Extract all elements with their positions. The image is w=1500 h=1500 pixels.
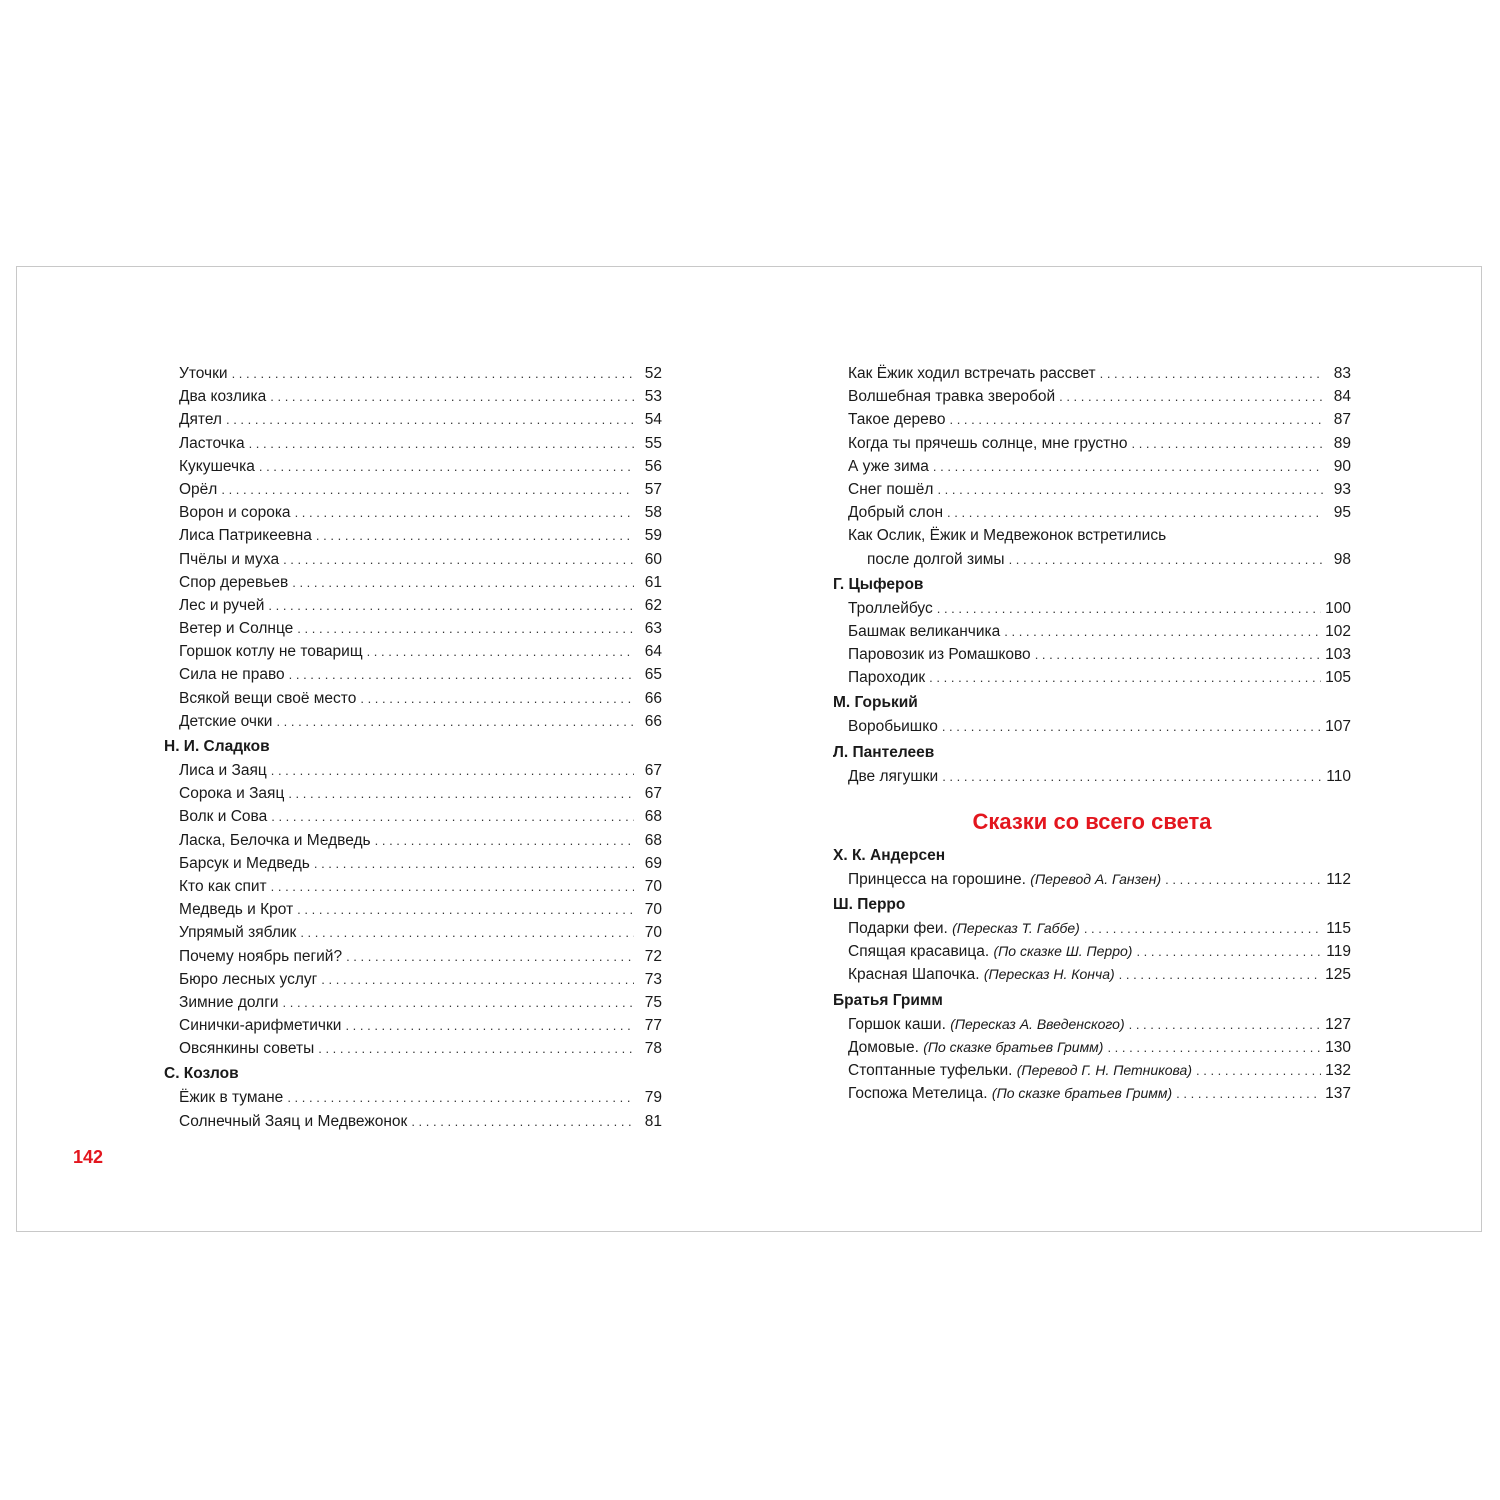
- entry-title-wrap: [164, 362, 228, 385]
- entry-page-number: 73: [644, 970, 662, 988]
- dot-leader: [1009, 548, 1323, 571]
- entry-page-number: 59: [644, 527, 662, 545]
- toc-right-column: [833, 362, 1351, 1105]
- entry-page-number: 70: [644, 901, 662, 919]
- entry-page-number: 56: [644, 457, 662, 475]
- entry-page-number: 125: [1325, 966, 1351, 984]
- entry-title-wrap: [164, 921, 296, 944]
- toc-entry[interactable]: [164, 362, 662, 385]
- entry-title-wrap: [833, 548, 1005, 571]
- dot-leader: [276, 710, 634, 733]
- dot-leader: [942, 765, 1322, 788]
- entry-title-wrap: [833, 455, 929, 478]
- entry-title-wrap: [164, 524, 312, 547]
- entry-title-wrap: [164, 455, 255, 478]
- entry-title: Упрямый зяблик: [179, 924, 297, 942]
- entry-title: Дятел: [179, 411, 222, 429]
- toc-entry[interactable]: [164, 478, 662, 501]
- entry-page-number: 53: [644, 388, 662, 406]
- entry-title-wrap: [833, 1082, 1172, 1105]
- entry-title: Спор деревьев: [179, 573, 289, 591]
- entry-page-number: 107: [1325, 718, 1351, 736]
- toc-entry[interactable]: [164, 991, 662, 1014]
- entry-title: Такое дерево: [848, 411, 946, 429]
- entry-title-wrap: [164, 805, 267, 828]
- entry-title-wrap: [833, 1013, 1125, 1036]
- entry-page-number: 105: [1325, 669, 1351, 687]
- entry-title: Ёжик в тумане: [179, 1089, 284, 1107]
- entry-title-wrap: [833, 868, 1161, 891]
- entry-page-number: 77: [644, 1017, 662, 1035]
- entry-title-wrap: [164, 875, 267, 898]
- dot-leader: [287, 1086, 634, 1109]
- toc-entry[interactable]: [164, 501, 662, 524]
- dot-leader: [1131, 432, 1323, 455]
- entry-title-wrap: [164, 408, 222, 431]
- dot-leader: [1176, 1082, 1321, 1105]
- entry-title-wrap: [164, 1110, 407, 1133]
- dot-leader: [375, 829, 634, 852]
- dot-leader: [270, 385, 634, 408]
- entry-title: Сила не право: [179, 666, 285, 684]
- entry-note: (Пересказ Т. Габбе): [952, 920, 1080, 936]
- entry-page-number: 130: [1325, 1038, 1351, 1056]
- entry-title-wrap: [164, 991, 279, 1014]
- entry-note: (Пересказ А. Введенского): [950, 1015, 1125, 1032]
- entry-title: после долгой зимы: [867, 550, 1005, 568]
- entry-title-wrap: [833, 362, 1096, 385]
- dot-leader: [289, 663, 634, 686]
- entry-title: Паровозик из Ромашково: [848, 646, 1031, 664]
- toc-entry[interactable]: [833, 1059, 1351, 1082]
- entry-title-wrap: [164, 594, 264, 617]
- entry-page-number: 65: [644, 666, 662, 684]
- entry-page-number: 98: [1333, 550, 1351, 568]
- toc-entry[interactable]: [833, 362, 1351, 385]
- entry-page-number: 95: [1333, 504, 1351, 522]
- toc-entry[interactable]: [164, 524, 662, 547]
- section-title: Сказки со всего света: [972, 808, 1212, 834]
- toc-entry[interactable]: [833, 501, 1351, 524]
- entry-page-number: 78: [644, 1040, 662, 1058]
- entry-page-number: 58: [644, 504, 662, 522]
- toc-entry[interactable]: [164, 875, 662, 898]
- entry-note: (Перевод Г. Н. Петникова): [1016, 1061, 1192, 1078]
- toc-entry[interactable]: [833, 432, 1351, 455]
- toc-entry[interactable]: [833, 478, 1351, 501]
- entry-title-wrap: [164, 968, 317, 991]
- entry-page-number: 79: [644, 1089, 662, 1107]
- entry-title-wrap: [164, 571, 288, 594]
- entry-title: Башмак великанчика: [848, 622, 1001, 640]
- entry-title: Уточки: [179, 365, 228, 382]
- dot-leader: [1129, 1013, 1322, 1036]
- entry-title: Почему ноябрь пегий?: [179, 947, 343, 965]
- entry-title: Госпожа Метелица.: [848, 1085, 988, 1103]
- toc-entry[interactable]: [833, 666, 1351, 689]
- entry-page-number: 70: [644, 924, 662, 942]
- author-heading: Братья Гримм: [833, 991, 943, 1009]
- entry-page-number: 54: [644, 411, 662, 429]
- entry-title: Спящая красавица.: [848, 943, 990, 961]
- dot-leader: [367, 640, 634, 663]
- dot-leader: [221, 478, 634, 501]
- toc-entry[interactable]: [833, 1013, 1351, 1036]
- entry-title-wrap: [833, 666, 925, 689]
- entry-title: Бюро лесных услуг: [179, 970, 318, 988]
- dot-leader: [283, 991, 634, 1014]
- entry-title-wrap: [164, 782, 284, 805]
- entry-title: Подарки феи.: [848, 920, 948, 937]
- entry-title-wrap: [164, 687, 356, 710]
- toc-entry[interactable]: [164, 759, 662, 782]
- entry-title-wrap: [833, 432, 1127, 455]
- dot-leader: [268, 594, 634, 617]
- entry-title-wrap: [833, 620, 1000, 643]
- entry-page-number: 67: [644, 785, 662, 803]
- toc-entry[interactable]: [164, 898, 662, 921]
- toc-entry[interactable]: [833, 455, 1351, 478]
- entry-page-number: 55: [644, 434, 662, 452]
- entry-page-number: 137: [1325, 1085, 1351, 1103]
- toc-entry[interactable]: [833, 597, 1351, 620]
- entry-title: Лиса Патрикеевна: [179, 527, 312, 545]
- dot-leader: [314, 852, 634, 875]
- dot-leader: [933, 455, 1323, 478]
- entry-title-wrap: [833, 385, 1055, 408]
- toc-entry[interactable]: [164, 710, 662, 733]
- entry-title-wrap: [164, 710, 272, 733]
- entry-page-number: 110: [1326, 767, 1351, 785]
- entry-title: Всякой вещи своё место: [179, 689, 357, 707]
- dot-leader: [271, 759, 634, 782]
- entry-title-wrap: [164, 898, 293, 921]
- entry-title: Когда ты прячешь солнце, мне грустно: [848, 434, 1128, 452]
- dot-leader: [1107, 1036, 1321, 1059]
- entry-title-wrap: [164, 548, 279, 571]
- dot-leader: [411, 1110, 634, 1133]
- dot-leader: [1165, 868, 1322, 891]
- dot-leader: [271, 875, 634, 898]
- entry-title-wrap: [833, 478, 933, 501]
- entry-title-wrap: [833, 765, 938, 788]
- page-number: 142: [73, 1147, 104, 1167]
- toc-entry[interactable]: [833, 868, 1351, 891]
- dot-leader: [297, 617, 634, 640]
- entry-title: Добрый слон: [848, 504, 944, 522]
- entry-title: Пчёлы и муха: [179, 550, 280, 568]
- entry-note: (По сказке Ш. Перро): [993, 943, 1133, 960]
- toc-entry[interactable]: [833, 940, 1351, 963]
- entry-title: Синички-арифметички: [179, 1017, 342, 1035]
- toc-entry[interactable]: [164, 408, 662, 431]
- toc-entry[interactable]: [164, 1037, 662, 1060]
- dot-leader: [1059, 385, 1323, 408]
- dot-leader: [929, 666, 1321, 689]
- toc-entry[interactable]: [164, 1014, 662, 1037]
- entry-title: Зимние долги: [179, 993, 279, 1011]
- toc-entry[interactable]: [164, 945, 662, 968]
- entry-title-wrap: [833, 408, 945, 431]
- entry-title: Орёл: [179, 480, 218, 498]
- entry-title: Снег пошёл: [848, 480, 934, 498]
- toc-entry[interactable]: [833, 765, 1351, 788]
- entry-page-number: 87: [1333, 411, 1351, 429]
- entry-title: Красная Шапочка.: [848, 966, 980, 984]
- entry-page-number: 52: [644, 365, 662, 382]
- entry-title-wrap: [164, 759, 267, 782]
- entry-note: (Пересказ Н. Конча): [983, 966, 1115, 983]
- toc-entry[interactable]: [164, 968, 662, 991]
- dot-leader: [297, 898, 634, 921]
- entry-title: Лес и ручей: [179, 596, 265, 614]
- author-heading: Л. Пантелеев: [833, 743, 935, 761]
- entry-page-number: 72: [644, 947, 662, 965]
- book-spread: [16, 266, 1482, 1232]
- toc-entry[interactable]: [833, 408, 1351, 431]
- entry-page-number: 64: [644, 643, 662, 661]
- author-heading: Ш. Перро: [833, 896, 906, 913]
- toc-entry[interactable]: [164, 640, 662, 663]
- dot-leader: [937, 478, 1323, 501]
- entry-note: (Перевод А. Ганзен): [1030, 870, 1162, 887]
- entry-title-wrap: [164, 852, 310, 875]
- toc-entry[interactable]: [833, 917, 1351, 940]
- entry-page-number: 68: [644, 808, 662, 826]
- entry-title-wrap: [833, 597, 933, 620]
- entry-title-wrap: [164, 1086, 283, 1109]
- entry-title-wrap: [833, 917, 1080, 940]
- entry-page-number: 103: [1325, 646, 1351, 664]
- entry-page-number: 132: [1325, 1061, 1351, 1079]
- entry-page-number: 89: [1333, 434, 1351, 452]
- entry-page-number: 60: [644, 550, 662, 568]
- toc-entry[interactable]: [833, 963, 1351, 986]
- entry-page-number: 115: [1326, 920, 1351, 937]
- dot-leader: [937, 597, 1321, 620]
- entry-page-number: 61: [644, 573, 662, 591]
- dot-leader: [321, 968, 634, 991]
- entry-page-number: 70: [644, 877, 662, 895]
- toc-entry[interactable]: [164, 852, 662, 875]
- entry-title-wrap: [833, 643, 1031, 666]
- entry-title: Горшок котлу не товарищ: [179, 643, 363, 661]
- entry-title: Принцесса на горошине.: [848, 870, 1026, 888]
- dot-leader: [295, 501, 634, 524]
- entry-page-number: 75: [644, 993, 662, 1011]
- toc-entry[interactable]: [164, 571, 662, 594]
- author-heading: Г. Цыферов: [833, 575, 924, 593]
- dot-leader: [1004, 620, 1321, 643]
- toc-entry[interactable]: [833, 1036, 1351, 1059]
- toc-entry[interactable]: [164, 663, 662, 686]
- dot-leader: [300, 921, 634, 944]
- entry-title: Ласточка: [179, 434, 245, 452]
- dot-leader: [1196, 1059, 1321, 1082]
- entry-title-wrap: [833, 940, 1132, 963]
- entry-title: Сорока и Заяц: [179, 785, 285, 803]
- author-heading: Н. И. Сладков: [164, 738, 270, 755]
- dot-leader: [259, 455, 634, 478]
- entry-page-number: 112: [1326, 870, 1351, 888]
- entry-title: Пароходик: [848, 669, 926, 687]
- entry-page-number: 63: [644, 620, 662, 638]
- toc-entry[interactable]: [164, 1086, 662, 1109]
- toc-entry[interactable]: [164, 805, 662, 828]
- toc-entry[interactable]: [833, 643, 1351, 666]
- entry-title: Овсянкины советы: [179, 1040, 315, 1058]
- entry-title-wrap: [164, 617, 293, 640]
- entry-title-wrap: [164, 663, 285, 686]
- dot-leader: [226, 408, 634, 431]
- dot-leader: [271, 805, 634, 828]
- dot-leader: [942, 715, 1321, 738]
- dot-leader: [360, 687, 634, 710]
- entry-title: Кто как спит: [179, 877, 267, 895]
- entry-page-number: 57: [644, 480, 662, 498]
- toc-entry[interactable]: [164, 687, 662, 710]
- author-heading: С. Козлов: [164, 1065, 239, 1083]
- entry-page-number: 66: [644, 689, 662, 707]
- entry-page-number: 66: [644, 712, 662, 730]
- toc-entry[interactable]: [164, 829, 662, 852]
- author-heading: М. Горький: [833, 694, 918, 712]
- toc-entry[interactable]: [164, 548, 662, 571]
- dot-leader: [346, 945, 634, 968]
- entry-title: Стоптанные туфельки.: [848, 1061, 1013, 1079]
- entry-title: Медведь и Крот: [179, 901, 294, 919]
- entry-title: Барсук и Медведь: [179, 854, 310, 872]
- entry-title-wrap: [164, 945, 342, 968]
- toc-entry[interactable]: [164, 455, 662, 478]
- entry-page-number: 100: [1325, 599, 1351, 617]
- entry-title-wrap: [833, 1059, 1192, 1082]
- dot-leader: [318, 1037, 634, 1060]
- dot-leader: [1084, 917, 1322, 940]
- toc-entry[interactable]: [164, 782, 662, 805]
- entry-page-number: 67: [644, 762, 662, 779]
- toc-entry[interactable]: [164, 594, 662, 617]
- toc-entry[interactable]: [164, 617, 662, 640]
- entry-title: Как Ёжик ходил встречать рассвет: [848, 365, 1096, 382]
- dot-leader: [292, 571, 634, 594]
- author-heading: Х. К. Андерсен: [833, 846, 946, 864]
- entry-title: Горшок каши.: [848, 1015, 946, 1033]
- entry-title: Волшебная травка зверобой: [848, 388, 1056, 406]
- dot-leader: [1136, 940, 1322, 963]
- dot-leader: [232, 362, 634, 385]
- toc-entry[interactable]: [164, 1110, 662, 1133]
- toc-entry[interactable]: [833, 385, 1351, 408]
- toc-entry[interactable]: [164, 432, 662, 455]
- toc-entry[interactable]: [164, 921, 662, 944]
- entry-note: (По сказке братьев Гримм): [923, 1038, 1104, 1055]
- toc-entry-line: [833, 524, 1351, 547]
- dot-leader: [249, 432, 634, 455]
- entry-page-number: 83: [1333, 365, 1351, 382]
- entry-page-number: 127: [1325, 1015, 1351, 1033]
- entry-title: А уже зима: [848, 457, 929, 475]
- entry-title: Как Ослик, Ёжик и Медвежонок встретились: [848, 527, 1167, 545]
- dot-leader: [316, 524, 634, 547]
- entry-title-wrap: [164, 432, 245, 455]
- toc-entry[interactable]: [833, 715, 1351, 738]
- entry-title: Воробьишко: [848, 718, 938, 736]
- entry-title: Домовые.: [848, 1038, 919, 1056]
- entry-page-number: 81: [644, 1112, 662, 1130]
- entry-title: Детские очки: [179, 712, 273, 730]
- entry-page-number: 68: [644, 831, 662, 849]
- toc-left-column: [164, 362, 662, 1133]
- entry-title-wrap: [164, 501, 291, 524]
- entry-title: Две лягушки: [848, 767, 939, 785]
- dot-leader: [345, 1014, 634, 1037]
- toc-entry[interactable]: [833, 548, 1351, 571]
- entry-title-wrap: [164, 829, 371, 852]
- entry-title: Ласка, Белочка и Медведь: [179, 831, 371, 849]
- entry-title: Лиса и Заяц: [179, 762, 267, 779]
- entry-title-wrap: [164, 385, 266, 408]
- dot-leader: [949, 408, 1323, 431]
- toc-entry[interactable]: [164, 385, 662, 408]
- entry-page-number: 90: [1333, 457, 1351, 475]
- entry-page-number: 102: [1325, 622, 1351, 640]
- entry-title-wrap: [833, 715, 938, 738]
- dot-leader: [1119, 963, 1321, 986]
- entry-page-number: 119: [1326, 943, 1351, 961]
- entry-page-number: 69: [644, 854, 662, 872]
- toc-entry[interactable]: [833, 620, 1351, 643]
- dot-leader: [947, 501, 1323, 524]
- entry-title-wrap: [164, 640, 363, 663]
- entry-title-wrap: [833, 963, 1115, 986]
- entry-page-number: 62: [644, 596, 662, 614]
- entry-title: Солнечный Заяц и Медвежонок: [179, 1112, 408, 1130]
- entry-note: (По сказке братьев Гримм): [991, 1085, 1173, 1102]
- entry-title-wrap: [833, 501, 943, 524]
- entry-title: Два козлика: [179, 388, 267, 406]
- entry-title-wrap: [833, 1036, 1103, 1059]
- entry-title-wrap: [164, 1014, 341, 1037]
- toc-entry[interactable]: [833, 1082, 1351, 1105]
- dot-leader: [288, 782, 634, 805]
- entry-title: Волк и Сова: [179, 808, 268, 826]
- entry-page-number: 84: [1333, 388, 1351, 406]
- entry-title-wrap: [164, 478, 217, 501]
- entry-title: Кукушечка: [179, 457, 255, 475]
- entry-title-wrap: [164, 1037, 314, 1060]
- entry-title: Ворон и сорока: [179, 504, 291, 522]
- dot-leader: [1100, 362, 1323, 385]
- dot-leader: [1035, 643, 1321, 666]
- dot-leader: [283, 548, 634, 571]
- entry-page-number: 93: [1333, 480, 1351, 498]
- entry-title: Ветер и Солнце: [179, 620, 294, 638]
- entry-title: Троллейбус: [848, 599, 933, 617]
